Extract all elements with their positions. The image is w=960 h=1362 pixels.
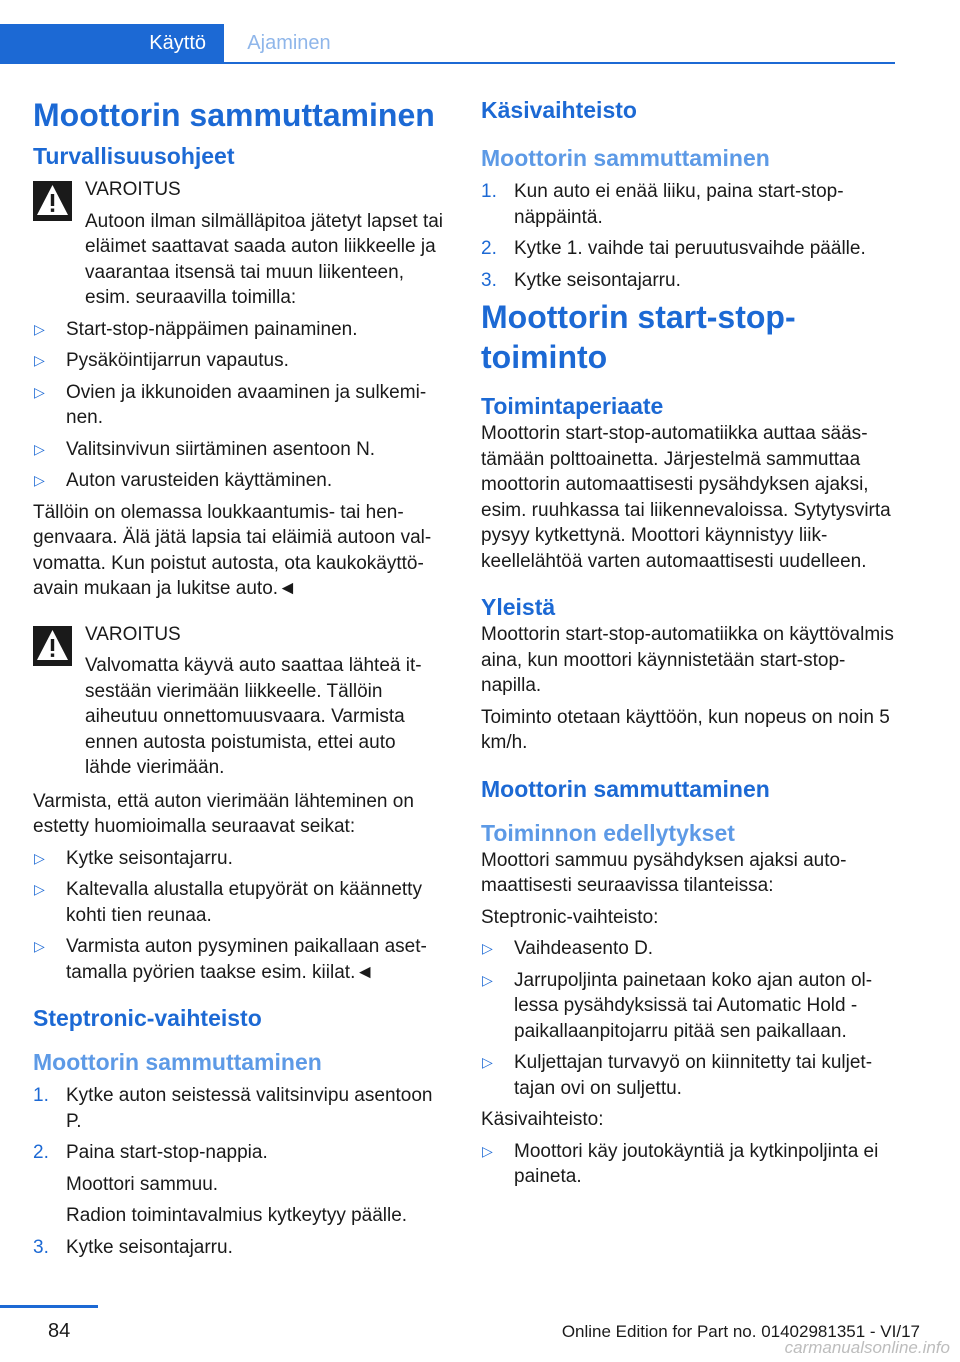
list-item [33,1083,447,1134]
page-title: Moottorin sammuttaminen [33,97,435,133]
warning-triangle-icon [33,181,72,221]
chapter-navigation-bar [0,24,895,64]
warning-2-text [85,653,447,781]
warning-1-text [85,209,447,311]
list-item: ▷ Valitsinvivun siirtäminen asentoon N. [33,437,447,463]
step-text: Kytke seisontajarru. [514,269,681,291]
steptronic-conditions-list [481,936,895,1101]
list-item [481,179,895,230]
warning-2-list [33,846,447,986]
list-item: ▷ Kaltevalla alustalla etupyörät on käännetty kohti tien reunaa. [33,877,447,928]
tab-ajaminen[interactable] [224,24,354,62]
safety-heading: Turvallisuusohjeet [33,143,235,169]
warning-2-text-content: Valvomatta käyvä auto saattaa lähteä itsestään vierimään liikkeelle. Tällöin aiheutuu onnettomuusvaara. Varmista ennen autosta poistumista, ettei auto lähde vierimään. [85,655,422,778]
manual-label: Käsivaihteisto: [481,1109,604,1130]
manual-conditions-list [481,1139,895,1190]
principle-text: Moottorin start-stop-automatiikka auttaa säästämään polttoainetta. Järjestelmä sammuttaa moottorin automaattisesti pysähdyksen ajaksi, esim. ruuhkassa tai liikennevaloissa. Sytytysvirta pysyy kytkettynä. Moottori käynnistyy liikkeellelähtöä varten automaattisesti uudelleen. [481,423,891,572]
step-note: Moottori sammuu. [66,1173,219,1195]
tab-ajaminen-label: Ajaminen [247,32,331,54]
list-item: ▷ Kytke seisontajarru. [33,846,447,872]
list-item: ▷ Pysäköintijarrun vapautus. [33,348,447,374]
list-item: ▷ Ovien ja ikkunoiden avaaminen ja sulkeminen. [33,380,447,431]
warning-1-after-text: Tällöin on olemassa loukkaantumis- tai hengenvaara. Älä jätä lapsia tai eläimiä autoon valvomatta. Kun poistut autosta, ota kaukokäyttöavain mukaan ja lukitse auto.◄ [33,501,432,599]
warning-1-text-content: Autoon ilman silmälläpitoa jätetyt lapset tai eläimet saattavat saada auton liikkeelle ja vaarantaa itsensä tai muun liikenteen, esim. seuraavilla toimilla: [85,210,444,308]
step-text: Kytke 1. vaihde tai peruutusvaihde päälle. [514,238,866,259]
warning-block-1 [33,177,447,311]
step-number: 2. [33,1142,49,1163]
manual-steps [481,179,895,293]
list-item: ▷ Varmista auton pysyminen paikallaan asettamalla pyörien taakse esim. kiilat.◄ [33,934,447,985]
conditions-text: Moottori sammuu pysähdyksen ajaksi automaattisesti seuraavissa tilanteissa: [481,849,847,896]
step-text: Kun auto ei enää liiku, paina start-stop-näppäintä. [514,181,844,228]
general-text-1: Moottorin start-stop-automatiikka on käyttövalmis aina, kun moottori käynnistetään start-stop-napilla. [481,624,894,696]
warning-1-label: VAROITUS [85,179,181,200]
step-text: Kytke seisontajarru. [66,1236,233,1258]
steptronic-heading: Steptronic-vaihteisto [33,1005,262,1031]
general-text-2: Toiminto otetaan käyttöön, kun nopeus on noin 5 km/h. [481,706,890,753]
list-item: ▷ Moottori käy joutokäyntiä ja kytkinpoljinta ei paineta. [481,1139,895,1190]
list-item [33,1140,447,1229]
principle-heading: Toimintaperiaate [481,393,664,419]
list-item [33,1235,447,1261]
tab-kaytto[interactable] [0,24,224,62]
step-text: Kytke auton seistessä valitsinvipu asentoon P. [66,1085,433,1132]
step-note: Radion toimintavalmius kytkeytyy päälle. [66,1205,408,1226]
steptronic-steps [33,1083,447,1260]
step-number: 1. [33,1085,49,1106]
list-item: ▷ Jarrupoljinta painetaan koko ajan auton ollessa pysähdyksissä tai Automatic Hold -paikallaanpitojarru pitää sen paikallaan. [481,968,895,1045]
list-item [481,236,895,262]
manual-heading: Käsivaihteisto [481,97,637,123]
startstop-title: Moottorin start-stop-toiminto [481,299,796,375]
warning-block-2 [33,622,447,781]
general-heading: Yleistä [481,594,556,620]
left-column [33,95,447,1260]
step-number: 3. [481,269,497,291]
page-number: 84 [48,1320,71,1342]
list-item: ▷ Kuljettajan turvavyö on kiinnitetty tai kuljettajan ovi on suljettu. [481,1050,895,1101]
right-column [481,95,895,1190]
steptronic-subheading: Moottorin sammuttaminen [33,1049,322,1075]
warning-triangle-icon [33,626,72,666]
step-number: 2. [481,238,497,259]
list-item: ▷ Vaihdeasento D. [481,936,895,962]
step-number: 3. [33,1236,49,1258]
manual-subheading: Moottorin sammuttaminen [481,145,770,171]
warning-2-label: VAROITUS [85,623,181,645]
warning-1-list [33,317,447,494]
step-text: Paina start-stop-nappia. [66,1142,268,1163]
list-item [481,268,895,294]
stop-heading: Moottorin sammuttaminen [481,775,770,802]
step-number: 1. [481,181,497,202]
tab-kaytto-label: Käyttö [149,32,206,54]
list-item: ▷ Start-stop-näppäimen painaminen. [33,317,447,343]
watermark: carmanualsonline.info [784,1338,950,1357]
edition-text: Online Edition for Part no. 01402981351 - VI/17 [561,1322,920,1341]
footer-rule [0,1305,98,1308]
steptronic-label: Steptronic-vaihteisto: [481,906,659,928]
conditions-subheading: Toiminnon edellytykset [481,819,735,846]
list-item: ▷ Auton varusteiden käyttäminen. [33,468,447,494]
warning-2-text2: Varmista, että auton vierimään lähteminen on estetty huomioimalla seuraavat seikat: [33,790,414,837]
